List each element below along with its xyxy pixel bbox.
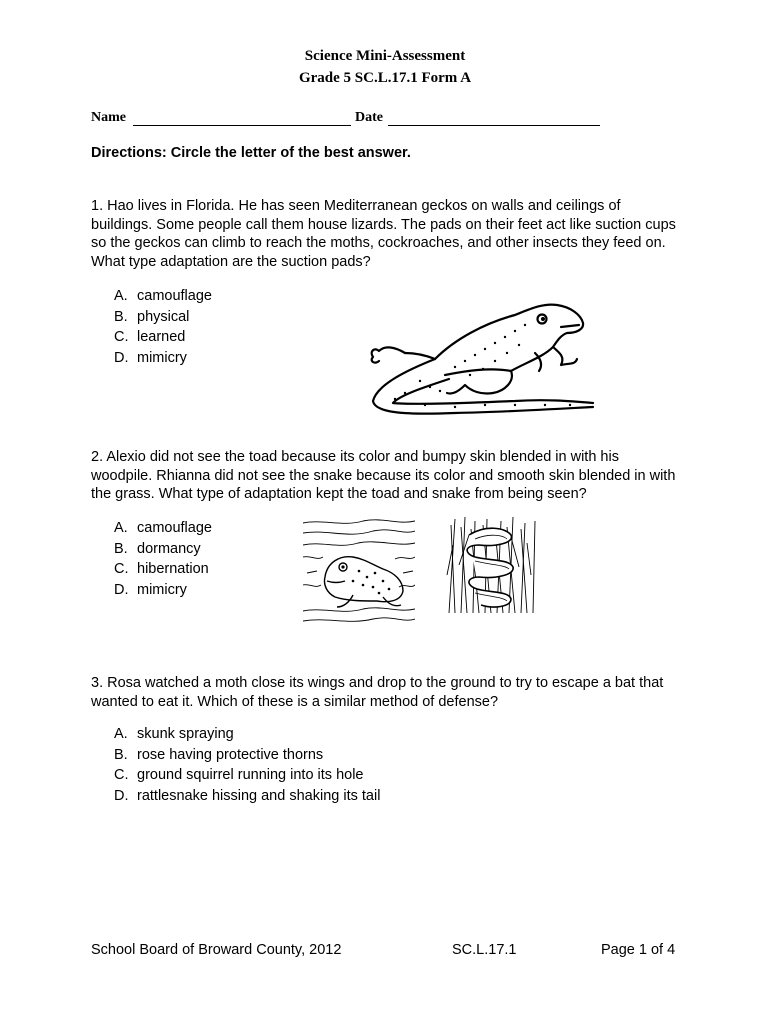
option-letter: B. bbox=[114, 746, 128, 763]
option-2d[interactable] bbox=[114, 580, 212, 601]
question-2-options bbox=[114, 518, 212, 600]
option-letter: B. bbox=[114, 540, 128, 557]
question-2-text: 2. Alexio did not see the toad because its color and bumpy skin blended in with his woodpile. Rhianna did not see the snake because its color and smooth skin blended in with the grass. What type of adaptation kept the toad and snake from being seen? bbox=[91, 449, 676, 502]
option-1d[interactable] bbox=[114, 348, 212, 369]
option-text: hibernation bbox=[137, 561, 209, 577]
option-letter: A. bbox=[114, 288, 128, 304]
option-2c[interactable] bbox=[114, 559, 212, 580]
option-text: mimicry bbox=[137, 581, 187, 598]
footer-page-number: Page 1 of 4 bbox=[601, 942, 676, 958]
option-1a[interactable] bbox=[114, 286, 212, 307]
option-text: skunk spraying bbox=[137, 726, 234, 742]
footer-left: School Board of Broward County, 2012 bbox=[91, 942, 342, 958]
name-label: Name bbox=[91, 110, 126, 125]
option-3d[interactable] bbox=[114, 786, 380, 807]
name-field[interactable] bbox=[133, 125, 351, 126]
option-text: physical bbox=[137, 308, 190, 325]
option-letter: D. bbox=[114, 581, 129, 598]
option-1c[interactable] bbox=[114, 327, 212, 348]
option-letter: B. bbox=[114, 308, 128, 325]
option-text: rattlesnake hissing and shaking its tail bbox=[137, 787, 381, 804]
question-3-text: 3. Rosa watched a moth close its wings and drop to the ground to try to escape a bat that wanted to eat it. Which of these is a similar method of defense? bbox=[91, 675, 664, 710]
option-text: learned bbox=[137, 329, 186, 345]
option-text: mimicry bbox=[137, 349, 187, 366]
option-3a[interactable] bbox=[114, 724, 380, 745]
option-letter: A. bbox=[114, 726, 128, 742]
question-3-options bbox=[114, 724, 380, 806]
toad-illustration bbox=[303, 515, 415, 627]
question-1-text: 1. Hao lives in Florida. He has seen Mediterranean geckos on walls and ceilings of buildings. Some people call them house lizards. The pads on their feet act like suction cups so the geckos can climb to reach the moths, cockroaches, and other insects they feed on. What type adaptation are the suction pads? bbox=[91, 198, 676, 270]
directions: Directions: Circle the letter of the best answer. bbox=[91, 145, 411, 161]
option-text: camouflage bbox=[137, 288, 212, 304]
option-letter: C. bbox=[114, 561, 129, 577]
footer-center: SC.L.17.1 bbox=[452, 942, 517, 958]
option-1b[interactable] bbox=[114, 307, 212, 328]
option-letter: C. bbox=[114, 767, 129, 783]
option-letter: D. bbox=[114, 349, 129, 366]
page-subtitle: Grade 5 SC.L.17.1 Form A bbox=[298, 70, 472, 86]
option-letter: D. bbox=[114, 787, 129, 804]
question-1-options bbox=[114, 286, 212, 368]
date-field[interactable] bbox=[388, 125, 600, 126]
gecko-illustration bbox=[365, 295, 597, 421]
option-text: camouflage bbox=[137, 520, 212, 536]
page-title: Science Mini-Assessment bbox=[304, 48, 466, 64]
option-letter: C. bbox=[114, 329, 129, 345]
option-letter: A. bbox=[114, 520, 128, 536]
option-text: rose having protective thorns bbox=[137, 746, 324, 763]
option-2b[interactable] bbox=[114, 539, 212, 560]
snake-illustration bbox=[445, 515, 537, 613]
option-3c[interactable] bbox=[114, 765, 380, 786]
option-3b[interactable] bbox=[114, 745, 380, 766]
option-text: dormancy bbox=[137, 540, 201, 557]
option-2a[interactable] bbox=[114, 518, 212, 539]
option-text: ground squirrel running into its hole bbox=[137, 767, 364, 783]
date-label: Date bbox=[355, 110, 383, 125]
